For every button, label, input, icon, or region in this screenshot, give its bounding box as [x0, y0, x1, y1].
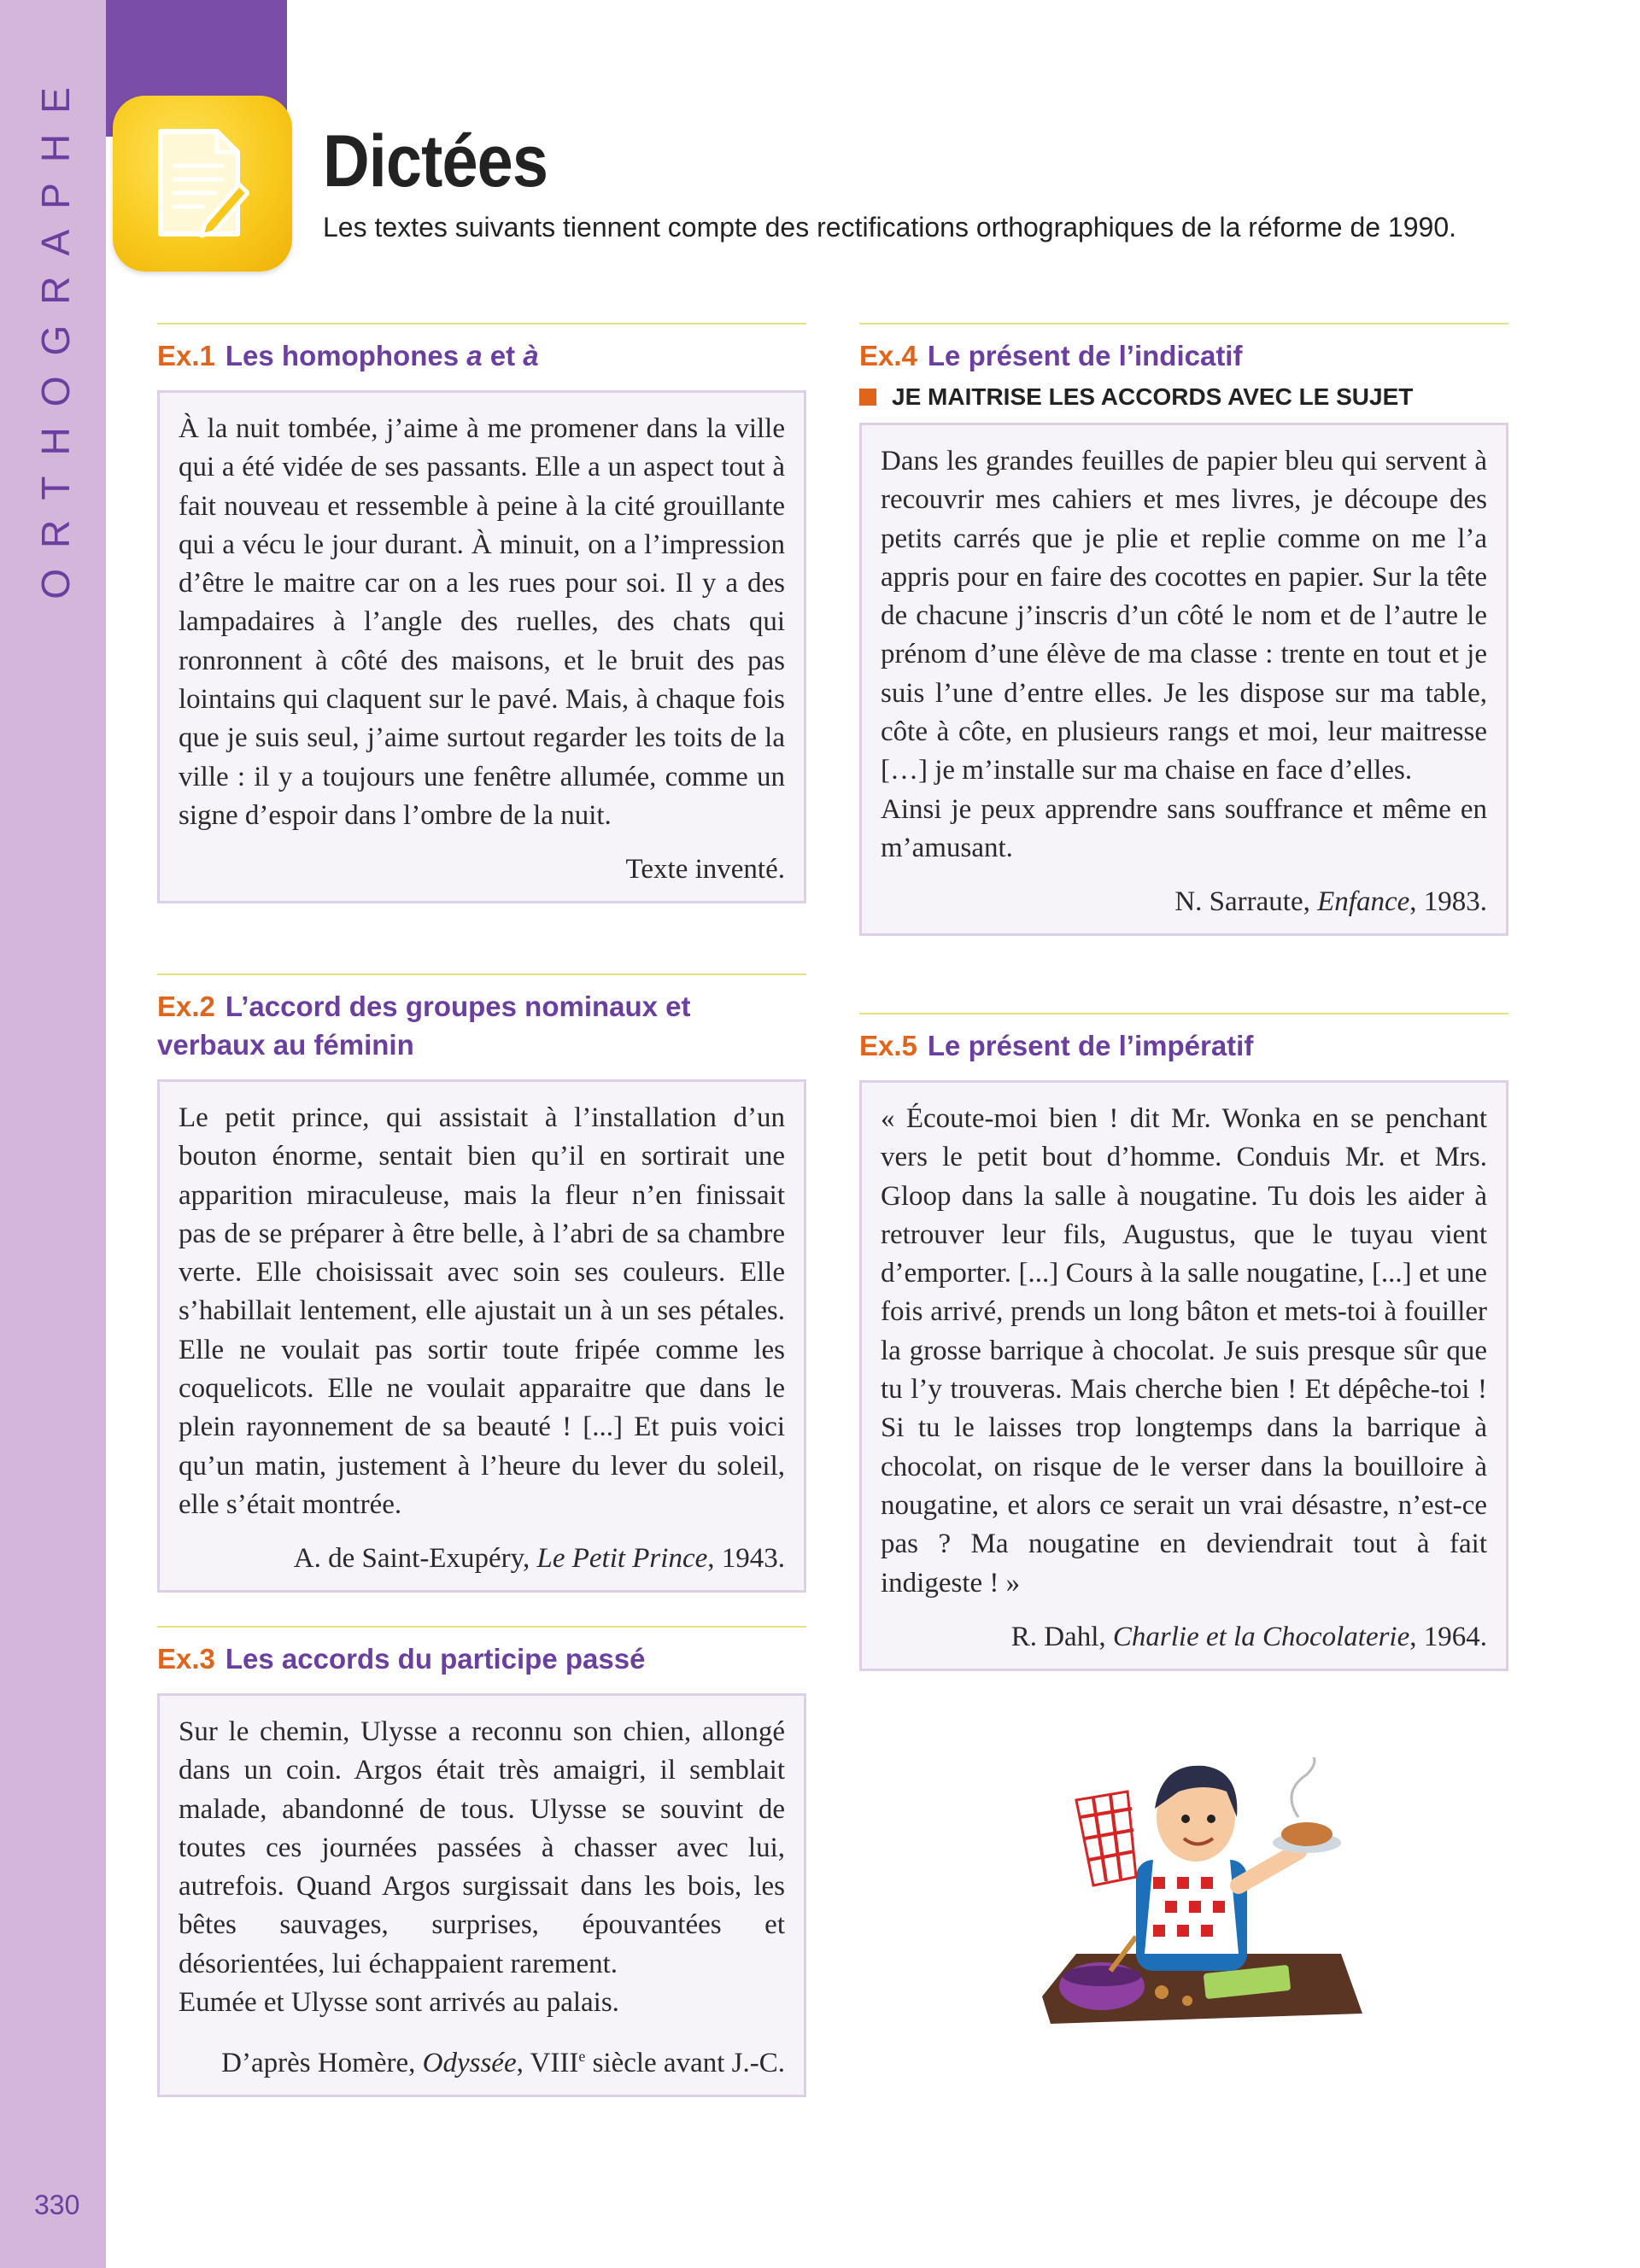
- source-citation: D’après Homère, Odyssée, VIIIe siècle avant J.-C.: [221, 2048, 785, 2079]
- dictation-text: « Écoute-moi bien ! dit Mr. Wonka en se penchant vers le petit bout d’homme. Conduis Mr. et Mrs. Gloop dans la salle à nougatine. Tu dois les aider à retrouver leur fils, Augustus, que le tuyau vient d’emporter. [...] Cours à la salle nougatine, [...] et une fois arrivé, prends un long bâton et mets-toi à fouiller la grosse barrique à chocolat. Je suis presque sûr que tu l’y trouveras. Mais cherche bien ! Et dépêche-toi ! Si tu le laisses trop longtemps dans la barrique à chocolat, on risque de le verser dans la bouilloire à nougatine, et alors ce serait un vrai désastre, n’est-ce pas ? Ma nougatine en deviendrait tout à fait indigeste ! »: [881, 1103, 1487, 1599]
- source-citation: N. Sarraute, Enfance, 1983.: [1174, 886, 1487, 918]
- dictation-text-box: [157, 390, 806, 903]
- exercise-2: [157, 973, 806, 1593]
- page-subtitle: Les textes suivants tiennent compte des rectifications orthographiques de la réforme de 1990.: [323, 212, 1456, 243]
- divider: [859, 323, 1508, 324]
- bullet-square-icon: [859, 389, 876, 406]
- exercise-5: [859, 1013, 1508, 1671]
- exercise-4: [859, 323, 1508, 936]
- dictation-text: À la nuit tombée, j’aime à me promener dans la ville qui a été vidée de ses passants. Elle a un aspect tout à fait nouveau et ressemble à peine à la cité grouillante qui a vécu le jour durant. À minuit, on a l’impression d’être le maitre car on a les rues pour soi. Il y a des lampadaires à l’angle des ruelles, des chats qui ronronnent à côté des maisons, et le bruit des pas lointains qui claquent sur le pavé. Mais, à chaque fois que je suis seul, j’aime surtout regarder les toits de la ville : il y a toujours une fenêtre allumée, comme un signe d’espoir dans l’ombre de la nuit.: [179, 413, 785, 831]
- sidebar: [0, 0, 106, 2268]
- divider: [859, 1013, 1508, 1014]
- exercise-heading: Ex.5 Le présent de l’impératif: [859, 1030, 1254, 1061]
- source-citation: A. de Saint-Exupéry, Le Petit Prince, 1943.: [293, 1543, 785, 1575]
- dictation-text-box: [859, 1080, 1508, 1671]
- exercise-heading: Ex.4 Le présent de l’indicatif: [859, 340, 1243, 371]
- exercise-number: Ex.1: [157, 340, 215, 371]
- exercise-heading: Ex.2 L’accord des groupes nominaux et verbaux au féminin: [157, 991, 691, 1061]
- dictation-text-end: Ainsi je peux apprendre sans souffrance et même en m’amusant.: [881, 793, 1487, 863]
- dictation-text: Le petit prince, qui assistait à l’installation d’un bouton énorme, sentait bien qu’il en sortirait une apparition miraculeuse, mais la fleur n’en finissait pas de se préparer à être belle, à l’abri de sa chambre verte. Elle choisissait avec soin ses couleurs. Elle s’habillait lentement, elle ajustait un à un ses pétales. Elle ne voulait pas sortir toute fripée comme les coquelicots. Elle ne voulait apparaitre que dans le plein rayonnement de sa beauté ! [...] Et puis voici qu’un matin, justement à l’heure du lever du soleil, elle s’était montrée.: [179, 1102, 785, 1520]
- divider: [157, 973, 806, 975]
- section-label: ORTHOGRAPHE: [33, 67, 78, 599]
- page-number: 330: [34, 2189, 80, 2220]
- exercise-heading: Ex.1 Les homophones a et à: [157, 340, 539, 371]
- exercise-number: Ex.3: [157, 1643, 215, 1675]
- exercise-subheading: JE MAITRISE LES ACCORDS AVEC LE SUJET: [859, 383, 1508, 411]
- source-citation: R. Dahl, Charlie et la Chocolaterie, 1964.: [1010, 1621, 1487, 1652]
- exercise-number: Ex.5: [859, 1030, 917, 1061]
- exercise-number: Ex.4: [859, 340, 917, 371]
- document-pencil-icon: [113, 96, 292, 272]
- exercise-1: [157, 323, 806, 903]
- source-citation: Texte inventé.: [625, 854, 785, 886]
- boy-cooking-illustration: [1025, 1757, 1375, 2041]
- dictation-text-end: Eumée et Ulysse sont arrivés au palais.: [179, 1987, 619, 2019]
- exercise-heading: Ex.3 Les accords du participe passé: [157, 1643, 646, 1675]
- dictation-text-box: [157, 1693, 806, 2097]
- divider: [157, 1626, 806, 1628]
- page-title: Dictées: [323, 120, 548, 202]
- dictation-text-box: [859, 423, 1508, 936]
- dictation-text: Sur le chemin, Ulysse a reconnu son chien, allongé dans un coin. Argos était très amaigri, il semblait malade, abandonné de tous. Ulysse se souvint de toutes ces journées passées à chasser avec lui, autrefois. Quand Argos surgissait dans les bois, les bêtes sauvages, surprises, épouvantées et désorientées, lui échappaient rarement.: [179, 1716, 785, 1979]
- exercise-number: Ex.2: [157, 991, 215, 1022]
- dictation-text-box: [157, 1079, 806, 1593]
- divider: [157, 323, 806, 324]
- dictation-text: Dans les grandes feuilles de papier bleu qui servent à recouvrir mes cahiers et mes livres, je découpe des petits carrés que je plie et replie comme on me l’a appris pour en faire des cocottes en papier. Sur la tête de chacune j’inscris d’un côté le nom et de l’autre le prénom d’une élève de ma classe : trente en tout et je suis l’une d’entre elles. Je les dispose sur ma table, côte à côte, en plusieurs rangs et moi, leur maitresse […] je m’installe sur ma chaise en face d’elles.: [881, 446, 1487, 786]
- exercise-3: [157, 1626, 806, 2097]
